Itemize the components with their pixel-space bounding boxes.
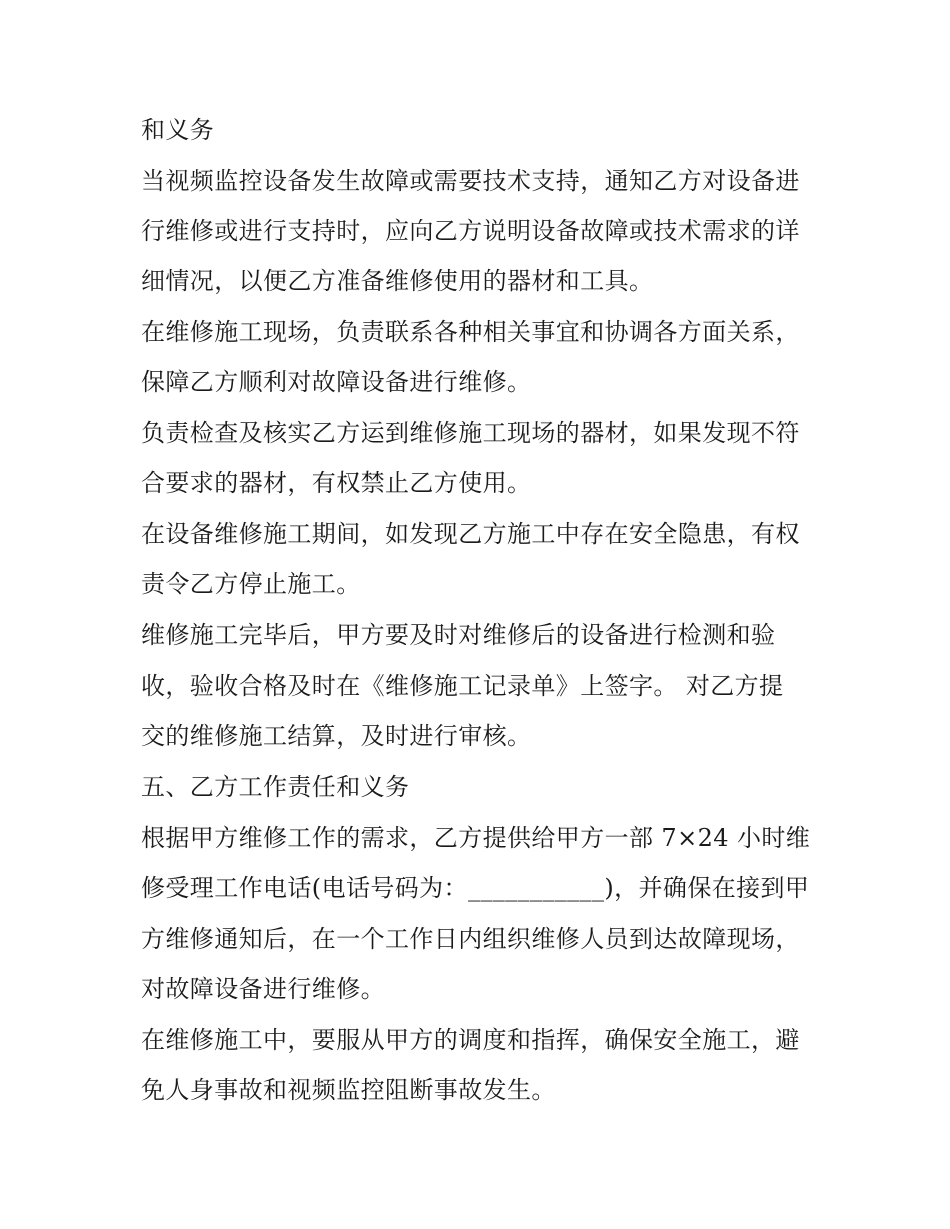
text-line: 免人身事故和视频监控阻断事故发生。	[141, 1076, 556, 1104]
text-line: 在设备维修施工期间，如发现乙方施工中存在安全隐患，有权	[141, 520, 800, 548]
text-line: 收，验收合格及时在《维修施工记录单》上签字。 对乙方提	[141, 672, 784, 700]
text-line: 方维修通知后，在一个工作日内组织维修人员到达故障现场，	[141, 925, 800, 953]
text-line: 当视频监控设备发生故障或需要技术支持，通知乙方对设备进	[141, 167, 800, 195]
text-line: 和义务	[141, 116, 215, 144]
text-line: 责令乙方停止施工。	[141, 570, 361, 598]
text-line: 维修施工完毕后，甲方要及时对维修后的设备进行检测和验	[141, 621, 776, 649]
text-line: 保障乙方顺利对故障设备进行维修。	[141, 368, 532, 396]
section-heading: 五、乙方工作责任和义务	[141, 773, 410, 801]
text-line: 负责检查及核实乙方运到维修施工现场的器材，如果发现不符	[141, 419, 800, 447]
text-line: 细情况，以便乙方准备维修使用的器材和工具。	[141, 267, 654, 295]
text-line: 交的维修施工结算，及时进行审核。	[141, 722, 532, 750]
text-line: 在维修施工现场，负责联系各种相关事宜和协调各方面关系，	[141, 318, 800, 346]
text-line: 合要求的器材，有权禁止乙方使用。	[141, 469, 532, 497]
text-line: 对故障设备进行维修。	[141, 975, 385, 1003]
text-line: 在维修施工中，要服从甲方的调度和指挥，确保安全施工，避	[141, 1026, 800, 1054]
text-line: 修受理工作电话(电话号码为：___________)，并确保在接到甲	[141, 874, 810, 902]
text-line: 根据甲方维修工作的需求，乙方提供给甲方一部 7×24 小时维	[141, 824, 811, 852]
text-line: 行维修或进行支持时，应向乙方说明设备故障或技术需求的详	[141, 217, 800, 245]
